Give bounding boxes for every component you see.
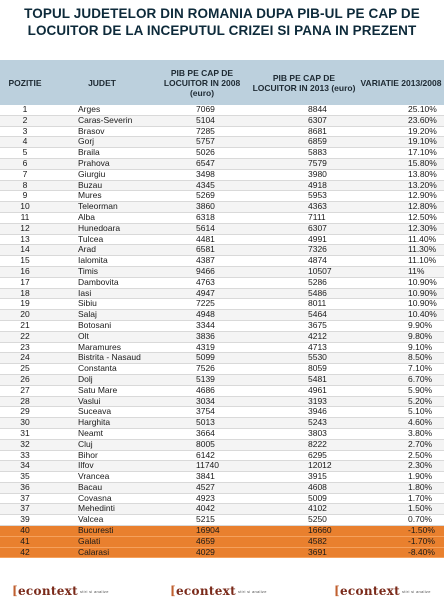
cell-variatie: 5.90% — [358, 385, 444, 396]
cell-pozitie: 27 — [0, 385, 50, 396]
cell-pozitie: 29 — [0, 407, 50, 418]
cell-judet: Bacau — [50, 482, 154, 493]
table-row — [0, 396, 444, 407]
cell-pib-2013: 5250 — [250, 515, 358, 526]
table-row — [0, 137, 444, 148]
cell-variatie: -1.70% — [358, 536, 444, 547]
cell-pozitie: 6 — [0, 158, 50, 169]
cell-variatie: 1.90% — [358, 472, 444, 483]
table-row — [0, 126, 444, 137]
table-row — [0, 364, 444, 375]
econtext-logo-right: [econtext stiri si analize — [334, 584, 431, 598]
cell-pib-2008: 3664 — [154, 428, 250, 439]
table-row — [0, 212, 444, 223]
cell-variatie: 5.20% — [358, 396, 444, 407]
table-header — [0, 60, 444, 105]
cell-pib-2008: 3498 — [154, 169, 250, 180]
table-row — [0, 299, 444, 310]
cell-variatie: 10.90% — [358, 288, 444, 299]
cell-judet: Bistrita - Nasaud — [50, 353, 154, 364]
cell-pib-2013: 4961 — [250, 385, 358, 396]
cell-pib-2008: 5104 — [154, 115, 250, 126]
cell-judet: Satu Mare — [50, 385, 154, 396]
table-row — [0, 515, 444, 526]
cell-pib-2008: 4481 — [154, 234, 250, 245]
cell-pozitie: 2 — [0, 115, 50, 126]
cell-pozitie: 13 — [0, 234, 50, 245]
table-body — [0, 105, 444, 558]
header-pib-2013-line1: PIB PE CAP DE — [272, 72, 336, 83]
cell-pozitie: 15 — [0, 256, 50, 267]
cell-pib-2013: 3980 — [250, 169, 358, 180]
cell-pib-2013: 7111 — [250, 212, 358, 223]
cell-variatie: 2.30% — [358, 461, 444, 472]
cell-pozitie: 42 — [0, 547, 50, 558]
cell-pozitie: 11 — [0, 212, 50, 223]
table-row — [0, 385, 444, 396]
cell-pib-2013: 3803 — [250, 428, 358, 439]
cell-pib-2013: 5481 — [250, 374, 358, 385]
table-row — [0, 158, 444, 169]
cell-judet: Buzau — [50, 180, 154, 191]
cell-pozitie: 33 — [0, 450, 50, 461]
cell-pib-2008: 4763 — [154, 277, 250, 288]
table-row — [0, 191, 444, 202]
cell-variatie: 2.70% — [358, 439, 444, 450]
cell-pozitie: 23 — [0, 342, 50, 353]
cell-pozitie: 8 — [0, 180, 50, 191]
table-row — [0, 418, 444, 429]
table-row — [0, 482, 444, 493]
table-row — [0, 450, 444, 461]
cell-pib-2008: 3841 — [154, 472, 250, 483]
table-row — [0, 169, 444, 180]
cell-judet: Mures — [50, 191, 154, 202]
cell-judet: Mehedinti — [50, 504, 154, 515]
header-pib-2013 — [250, 60, 358, 105]
cell-judet: Dolj — [50, 374, 154, 385]
cell-pozitie: 10 — [0, 202, 50, 213]
cell-pib-2008: 7069 — [154, 105, 250, 115]
title-line-2: LOCUITOR DE LA INCEPUTUL CRIZEI SI PANA IN PREZENT — [27, 23, 417, 38]
table-row — [0, 342, 444, 353]
cell-pib-2013: 8681 — [250, 126, 358, 137]
cell-pib-2013: 4582 — [250, 536, 358, 547]
cell-pib-2013: 4874 — [250, 256, 358, 267]
cell-pib-2008: 3754 — [154, 407, 250, 418]
cell-pozitie: 4 — [0, 137, 50, 148]
cell-judet: Arad — [50, 245, 154, 256]
cell-pib-2008: 4947 — [154, 288, 250, 299]
cell-pozitie: 37 — [0, 493, 50, 504]
cell-pib-2008: 4319 — [154, 342, 250, 353]
table-row — [0, 115, 444, 126]
cell-variatie: 11.30% — [358, 245, 444, 256]
cell-pib-2013: 5530 — [250, 353, 358, 364]
cell-pozitie: 20 — [0, 310, 50, 321]
cell-pib-2013: 4991 — [250, 234, 358, 245]
cell-judet: Suceava — [50, 407, 154, 418]
cell-pib-2008: 9466 — [154, 266, 250, 277]
cell-pib-2008: 3836 — [154, 331, 250, 342]
cell-variatie: 19.10% — [358, 137, 444, 148]
cell-pib-2008: 5614 — [154, 223, 250, 234]
cell-pib-2008: 5269 — [154, 191, 250, 202]
table-row — [0, 234, 444, 245]
title-line-1: TOPUL JUDETELOR DIN ROMANIA DUPA PIB-UL PE CAP DE — [24, 6, 420, 21]
cell-variatie: 25.10% — [358, 105, 444, 115]
table-row — [0, 407, 444, 418]
header-judet: JUDET — [88, 77, 116, 88]
cell-pib-2013: 5486 — [250, 288, 358, 299]
table-row — [0, 288, 444, 299]
cell-pib-2013: 5953 — [250, 191, 358, 202]
cell-judet: Vaslui — [50, 396, 154, 407]
cell-pib-2008: 4527 — [154, 482, 250, 493]
table-row — [0, 374, 444, 385]
cell-pib-2013: 8844 — [250, 105, 358, 115]
cell-pozitie: 26 — [0, 374, 50, 385]
cell-judet: Ialomita — [50, 256, 154, 267]
cell-variatie: 10.90% — [358, 277, 444, 288]
cell-variatie: 6.70% — [358, 374, 444, 385]
cell-pib-2013: 4608 — [250, 482, 358, 493]
cell-pib-2008: 4659 — [154, 536, 250, 547]
cell-pib-2008: 4923 — [154, 493, 250, 504]
cell-pib-2013: 4363 — [250, 202, 358, 213]
cell-variatie: 9.90% — [358, 320, 444, 331]
cell-variatie: 11.10% — [358, 256, 444, 267]
cell-judet: Calarasi — [50, 547, 154, 558]
cell-judet: Brasov — [50, 126, 154, 137]
cell-pozitie: 5 — [0, 148, 50, 159]
cell-pib-2008: 6318 — [154, 212, 250, 223]
cell-pib-2013: 3193 — [250, 396, 358, 407]
cell-judet: Neamt — [50, 428, 154, 439]
cell-variatie: 13.20% — [358, 180, 444, 191]
cell-variatie: 11% — [358, 266, 444, 277]
cell-pib-2008: 7526 — [154, 364, 250, 375]
cell-pib-2013: 5464 — [250, 310, 358, 321]
cell-pib-2008: 5099 — [154, 353, 250, 364]
cell-pib-2008: 5757 — [154, 137, 250, 148]
cell-pib-2008: 6547 — [154, 158, 250, 169]
header-variatie: VARIATIE 2013/2008 — [360, 77, 442, 88]
cell-pib-2013: 10507 — [250, 266, 358, 277]
cell-variatie: 9.80% — [358, 331, 444, 342]
cell-pib-2013: 6307 — [250, 223, 358, 234]
page-title — [0, 0, 444, 41]
cell-pib-2008: 16904 — [154, 526, 250, 537]
cell-pozitie: 25 — [0, 364, 50, 375]
cell-pib-2008: 5013 — [154, 418, 250, 429]
cell-pib-2013: 5009 — [250, 493, 358, 504]
cell-pib-2008: 5026 — [154, 148, 250, 159]
header-pib-2013-line2: LOCUITOR IN 2013 (euro) — [252, 82, 356, 93]
cell-pozitie: 41 — [0, 536, 50, 547]
cell-pib-2013: 16660 — [250, 526, 358, 537]
cell-judet: Timis — [50, 266, 154, 277]
cell-pozitie: 24 — [0, 353, 50, 364]
cell-pozitie: 7 — [0, 169, 50, 180]
cell-judet: Cluj — [50, 439, 154, 450]
cell-judet: Vrancea — [50, 472, 154, 483]
table-row — [0, 472, 444, 483]
table-row — [0, 105, 444, 115]
cell-pib-2008: 5139 — [154, 374, 250, 385]
cell-variatie: -1.50% — [358, 526, 444, 537]
cell-pib-2013: 5883 — [250, 148, 358, 159]
table-row — [0, 547, 444, 558]
cell-pib-2008: 4345 — [154, 180, 250, 191]
cell-pozitie: 21 — [0, 320, 50, 331]
table-row — [0, 310, 444, 321]
cell-judet: Botosani — [50, 320, 154, 331]
cell-variatie: 19.20% — [358, 126, 444, 137]
table-row — [0, 202, 444, 213]
cell-pib-2013: 4918 — [250, 180, 358, 191]
cell-variatie: 8.50% — [358, 353, 444, 364]
table-row — [0, 428, 444, 439]
cell-pozitie: 34 — [0, 461, 50, 472]
table-row — [0, 353, 444, 364]
cell-judet: Prahova — [50, 158, 154, 169]
cell-pozitie: 28 — [0, 396, 50, 407]
cell-pozitie: 37 — [0, 504, 50, 515]
table-row — [0, 256, 444, 267]
cell-pib-2013: 3946 — [250, 407, 358, 418]
cell-judet: Tulcea — [50, 234, 154, 245]
cell-pib-2013: 7326 — [250, 245, 358, 256]
cell-judet: Bucuresti — [50, 526, 154, 537]
cell-pozitie: 17 — [0, 277, 50, 288]
header-pib-2008-line3: (euro) — [189, 87, 215, 98]
cell-judet: Dambovita — [50, 277, 154, 288]
header-pib-2008-line1: PIB PE CAP DE — [170, 67, 234, 78]
table-row — [0, 504, 444, 515]
cell-pib-2013: 7579 — [250, 158, 358, 169]
table-row — [0, 526, 444, 537]
cell-variatie: -8.40% — [358, 547, 444, 558]
cell-pib-2008: 5215 — [154, 515, 250, 526]
cell-judet: Braila — [50, 148, 154, 159]
cell-judet: Gorj — [50, 137, 154, 148]
table-row — [0, 536, 444, 547]
cell-pib-2013: 5243 — [250, 418, 358, 429]
cell-variatie: 1.80% — [358, 482, 444, 493]
header-pib-2008-line2: LOCUITOR IN 2008 — [163, 77, 241, 88]
data-table — [0, 105, 444, 558]
cell-variatie: 1.70% — [358, 493, 444, 504]
cell-pib-2013: 3691 — [250, 547, 358, 558]
cell-variatie: 12.90% — [358, 191, 444, 202]
cell-pozitie: 18 — [0, 288, 50, 299]
cell-judet: Alba — [50, 212, 154, 223]
cell-variatie: 5.10% — [358, 407, 444, 418]
table-row — [0, 245, 444, 256]
econtext-logo-center: [econtext stiri si analize — [170, 584, 267, 598]
cell-pozitie: 39 — [0, 515, 50, 526]
cell-variatie: 23.60% — [358, 115, 444, 126]
header-pozitie: POZITIE — [8, 77, 42, 88]
cell-judet: Salaj — [50, 310, 154, 321]
cell-pib-2013: 6859 — [250, 137, 358, 148]
cell-variatie: 10.40% — [358, 310, 444, 321]
table-row — [0, 148, 444, 159]
cell-variatie: 10.90% — [358, 299, 444, 310]
cell-pib-2008: 4029 — [154, 547, 250, 558]
cell-pozitie: 1 — [0, 105, 50, 115]
cell-judet: Hunedoara — [50, 223, 154, 234]
cell-variatie: 12.50% — [358, 212, 444, 223]
cell-judet: Iasi — [50, 288, 154, 299]
table-row — [0, 439, 444, 450]
cell-judet: Galati — [50, 536, 154, 547]
cell-pib-2008: 8005 — [154, 439, 250, 450]
cell-pozitie: 9 — [0, 191, 50, 202]
cell-variatie: 15.80% — [358, 158, 444, 169]
cell-pozitie: 22 — [0, 331, 50, 342]
cell-pib-2013: 8059 — [250, 364, 358, 375]
cell-judet: Ilfov — [50, 461, 154, 472]
cell-pib-2008: 7225 — [154, 299, 250, 310]
cell-variatie: 1.50% — [358, 504, 444, 515]
cell-pozitie: 12 — [0, 223, 50, 234]
table-row — [0, 320, 444, 331]
cell-variatie: 11.40% — [358, 234, 444, 245]
cell-pozitie: 3 — [0, 126, 50, 137]
cell-pib-2008: 6581 — [154, 245, 250, 256]
cell-judet: Maramures — [50, 342, 154, 353]
econtext-logo-left: [econtext stiri si analize — [12, 584, 109, 598]
cell-pib-2008: 11740 — [154, 461, 250, 472]
cell-pib-2013: 4102 — [250, 504, 358, 515]
cell-pib-2013: 4212 — [250, 331, 358, 342]
cell-pib-2008: 7285 — [154, 126, 250, 137]
cell-pozitie: 30 — [0, 418, 50, 429]
cell-pozitie: 16 — [0, 266, 50, 277]
cell-judet: Harghita — [50, 418, 154, 429]
cell-pib-2013: 3675 — [250, 320, 358, 331]
table-row — [0, 266, 444, 277]
cell-pozitie: 40 — [0, 526, 50, 537]
cell-pib-2008: 3860 — [154, 202, 250, 213]
header-pib-2008 — [154, 60, 250, 105]
cell-pozitie: 35 — [0, 472, 50, 483]
cell-judet: Covasna — [50, 493, 154, 504]
table-row — [0, 223, 444, 234]
table-row — [0, 461, 444, 472]
cell-pib-2013: 8222 — [250, 439, 358, 450]
table-row — [0, 493, 444, 504]
cell-pib-2008: 3034 — [154, 396, 250, 407]
cell-judet: Sibiu — [50, 299, 154, 310]
cell-pib-2013: 12012 — [250, 461, 358, 472]
cell-variatie: 17.10% — [358, 148, 444, 159]
cell-pib-2013: 4713 — [250, 342, 358, 353]
cell-pozitie: 31 — [0, 428, 50, 439]
cell-judet: Giurgiu — [50, 169, 154, 180]
cell-judet: Valcea — [50, 515, 154, 526]
cell-pozitie: 19 — [0, 299, 50, 310]
table-row — [0, 277, 444, 288]
cell-pozitie: 14 — [0, 245, 50, 256]
cell-judet: Olt — [50, 331, 154, 342]
table-row — [0, 331, 444, 342]
cell-variatie: 4.60% — [358, 418, 444, 429]
cell-pozitie: 32 — [0, 439, 50, 450]
cell-pib-2008: 4387 — [154, 256, 250, 267]
cell-pib-2013: 6295 — [250, 450, 358, 461]
cell-pib-2013: 3915 — [250, 472, 358, 483]
cell-variatie: 2.50% — [358, 450, 444, 461]
cell-variatie: 0.70% — [358, 515, 444, 526]
cell-pib-2013: 5286 — [250, 277, 358, 288]
cell-pib-2013: 6307 — [250, 115, 358, 126]
cell-judet: Teleorman — [50, 202, 154, 213]
cell-pib-2008: 3344 — [154, 320, 250, 331]
cell-variatie: 12.80% — [358, 202, 444, 213]
cell-variatie: 7.10% — [358, 364, 444, 375]
cell-pib-2008: 4948 — [154, 310, 250, 321]
cell-pib-2008: 6142 — [154, 450, 250, 461]
cell-variatie: 12.30% — [358, 223, 444, 234]
cell-pib-2008: 4042 — [154, 504, 250, 515]
cell-variatie: 13.80% — [358, 169, 444, 180]
cell-variatie: 9.10% — [358, 342, 444, 353]
cell-variatie: 3.80% — [358, 428, 444, 439]
cell-pib-2013: 8011 — [250, 299, 358, 310]
cell-judet: Constanta — [50, 364, 154, 375]
cell-pib-2008: 4686 — [154, 385, 250, 396]
table-row — [0, 180, 444, 191]
cell-judet: Caras-Severin — [50, 115, 154, 126]
cell-judet: Arges — [50, 105, 154, 115]
cell-pozitie: 36 — [0, 482, 50, 493]
cell-judet: Bihor — [50, 450, 154, 461]
